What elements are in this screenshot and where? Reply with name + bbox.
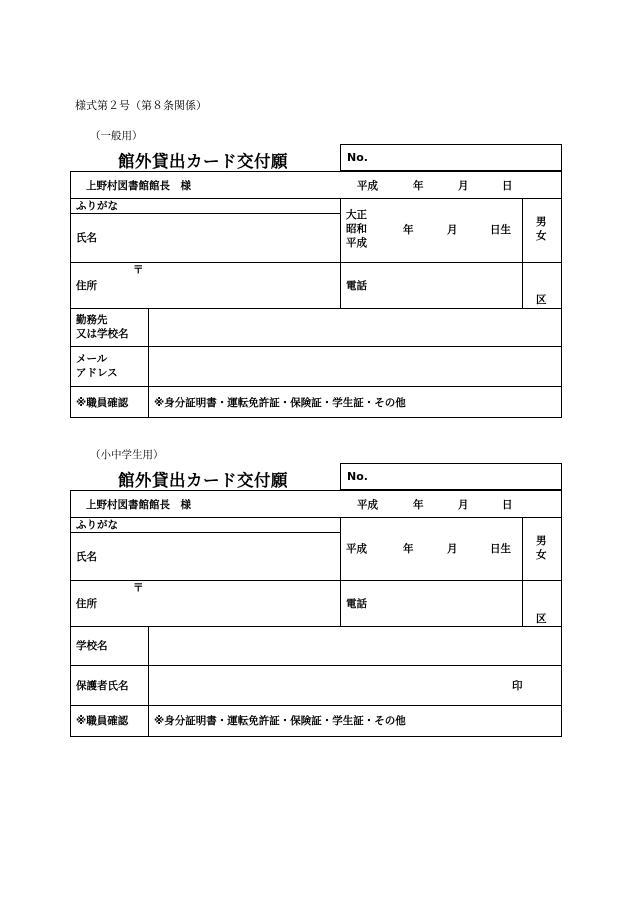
- school-field[interactable]: [149, 627, 562, 665]
- birth-year: 年: [403, 224, 414, 236]
- guardian-label: 保護者氏名: [76, 680, 129, 692]
- gender-select-student[interactable]: [536, 534, 547, 562]
- name-label: 氏名: [76, 232, 97, 244]
- phone-label-student: 電話: [346, 598, 367, 610]
- furigana-field-student[interactable]: [148, 518, 340, 532]
- email-label: [76, 352, 118, 380]
- date-day-student: 日: [502, 499, 513, 511]
- postal-mark: 〒: [133, 264, 144, 276]
- ward-label: 区: [536, 294, 547, 306]
- date-year-student: 年: [413, 499, 424, 511]
- workplace-label: [76, 313, 129, 341]
- furigana-field[interactable]: [148, 199, 340, 213]
- address-field[interactable]: [110, 263, 340, 308]
- email-label-line1: メール: [76, 353, 108, 365]
- date-year: 年: [413, 180, 424, 192]
- furigana-label-student: ふりがな: [76, 519, 118, 531]
- addressee: 上野村図書館館長 様: [86, 180, 191, 192]
- form-number-header: 様式第２号（第８条関係）: [75, 99, 207, 112]
- birth-day: 日生: [490, 224, 511, 236]
- birth-day-student: 日生: [490, 543, 511, 555]
- form-title: 館外貸出カード交付願: [118, 152, 288, 171]
- birth-year-student: 年: [403, 543, 414, 555]
- date-era-student: 平成: [357, 499, 378, 511]
- no-label: No.: [347, 151, 368, 164]
- era-showa: 昭和: [346, 223, 367, 235]
- phone-field-student[interactable]: [375, 581, 520, 626]
- no-label-student: No.: [347, 470, 368, 483]
- gender-male-student: 男: [536, 535, 547, 547]
- era-taisho: 大正: [346, 209, 367, 221]
- no-box[interactable]: [340, 144, 562, 171]
- date-month-student: 月: [458, 499, 469, 511]
- name-field[interactable]: [110, 214, 340, 262]
- birth-month: 月: [447, 224, 458, 236]
- no-box-student[interactable]: [340, 463, 562, 490]
- form-title-student: 館外貸出カード交付願: [118, 471, 288, 490]
- workplace-label-line2: 又は学校名: [76, 328, 129, 340]
- name-label-student: 氏名: [76, 551, 97, 563]
- name-field-student[interactable]: [110, 533, 340, 580]
- gender-male: 男: [536, 216, 547, 228]
- section-label-student: （小中学生用）: [90, 449, 164, 461]
- gender-female-student: 女: [536, 549, 547, 561]
- guardian-field[interactable]: [149, 666, 562, 705]
- email-field[interactable]: [149, 347, 562, 386]
- workplace-label-line1: 勤務先: [76, 314, 108, 326]
- seal-mark: 印: [512, 680, 523, 692]
- gender-female: 女: [536, 230, 547, 242]
- date-era: 平成: [357, 180, 378, 192]
- addressee-student: 上野村図書館館長 様: [86, 499, 191, 511]
- staff-confirm-label-student: ※職員確認: [76, 715, 129, 727]
- postal-mark-student: 〒: [133, 582, 144, 594]
- ward-label-student: 区: [536, 613, 547, 625]
- birth-era-list[interactable]: [346, 208, 367, 250]
- id-document-note[interactable]: ※身分証明書・運転免許証・保険証・学生証・その他: [154, 397, 406, 409]
- address-label: 住所: [76, 280, 97, 292]
- school-label: 学校名: [76, 640, 108, 652]
- id-document-note-student[interactable]: ※身分証明書・運転免許証・保険証・学生証・その他: [154, 715, 406, 727]
- phone-label: 電話: [346, 280, 367, 292]
- section-label-general: （一般用）: [90, 130, 143, 142]
- birth-era-student: 平成: [346, 543, 367, 555]
- address-label-student: 住所: [76, 598, 97, 610]
- workplace-field[interactable]: [149, 309, 562, 346]
- gender-select[interactable]: [536, 215, 547, 243]
- birth-month-student: 月: [447, 543, 458, 555]
- email-label-line2: アドレス: [76, 367, 118, 379]
- date-day: 日: [502, 180, 513, 192]
- address-field-student[interactable]: [110, 581, 340, 626]
- phone-field[interactable]: [375, 263, 520, 308]
- date-month: 月: [458, 180, 469, 192]
- era-heisei: 平成: [346, 237, 367, 249]
- staff-confirm-label: ※職員確認: [76, 397, 129, 409]
- furigana-label: ふりがな: [76, 200, 118, 212]
